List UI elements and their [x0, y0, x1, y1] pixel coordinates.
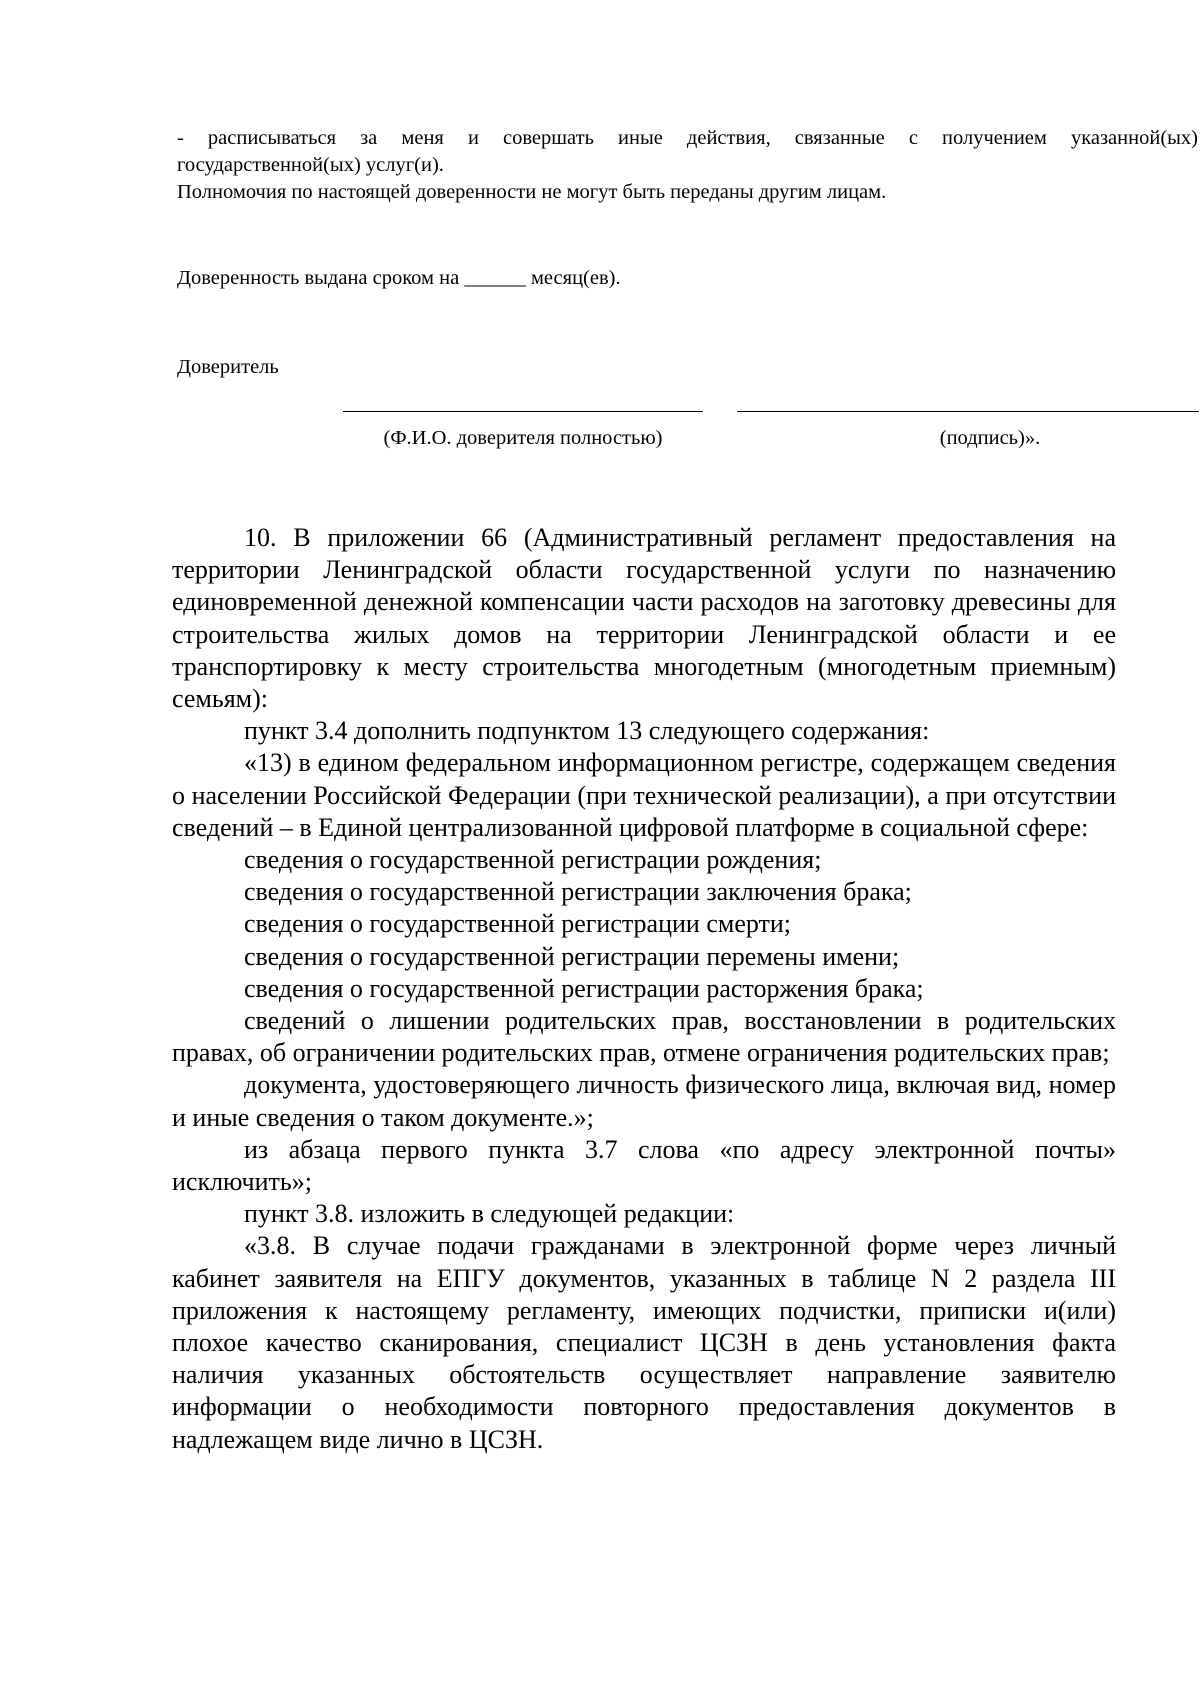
- list-item-identity-document: документа, удостоверяющего личность физического лица, включая вид, номер и иные сведения о таком документе.»;: [172, 1070, 1116, 1132]
- list-item-birth: сведения о государственной регистрации рождения;: [244, 845, 822, 875]
- term-unit: месяц(ев).: [530, 267, 621, 289]
- paragraph-10-intro: 10. В приложении 66 (Административный регламент предоставления на территории Ленинградской области государственной услуги по назначению единовременной денежной компенсации части расходов на заготовку древесины для строительства жилых домов на территории Ленинградской области и ее транспортировку к месту строительства многодетным (многодетным приемным) семьям):: [172, 523, 1116, 714]
- list-item-divorce: сведения о государственной регистрации расторжения брака;: [244, 973, 924, 1003]
- list-item-death: сведения о государственной регистрации смерти;: [244, 909, 792, 939]
- form-line-2: государственной(ых) услуг(и).: [177, 154, 444, 176]
- principal-label: Доверитель: [177, 356, 279, 378]
- list-item-name-change: сведения о государственной регистрации перемены имени;: [244, 941, 900, 971]
- amendment-body: [172, 522, 1116, 1456]
- caption-principal-name: (Ф.И.О. доверителя полностью): [383, 427, 663, 449]
- form-term-line: [177, 265, 621, 292]
- name-signature-line: [343, 411, 703, 412]
- paragraph-3-4-amend: пункт 3.4 дополнить подпунктом 13 следующего содержания:: [244, 716, 930, 746]
- term-blank: ______: [464, 267, 526, 289]
- paragraph-3-8-text: «3.8. В случае подачи гражданами в электронной форме через личный кабинет заявителя на ЕПГУ документов, указанных в таблице N 2 раздела III приложения к настоящему регламенту, имеющих подчистки, приписки и(или) плохое качество сканирования, специалист ЦСЗН в день установления факта наличия указанных обстоятельств осуществляет направление заявителю информации о необходимости повторного предоставления документов в надлежащем виде лично в ЦСЗН.: [172, 1231, 1116, 1454]
- form-line-3: Полномочия по настоящей доверенности не могут быть переданы другим лицам.: [177, 181, 887, 203]
- caption-signature: (подпись)».: [939, 427, 1041, 449]
- paragraph-subitem-13: «13) в едином федеральном информационном регистре, содержащем сведения о населении Российской Федерации (при технической реализации), а при отсутствии сведений – в Единой централизованной цифровой платформе в социальной сфере:: [172, 748, 1116, 842]
- form-line-1: - расписываться за меня и совершать иные действия, связанные с получением указанной(ых): [177, 127, 1198, 149]
- term-label: Доверенность выдана сроком на: [177, 267, 460, 289]
- list-item-marriage: сведения о государственной регистрации заключения брака;: [244, 877, 912, 907]
- signature-line: [737, 411, 1199, 412]
- paragraph-3-7-amend: из абзаца первого пункта 3.7 слова «по адресу электронной почты» исключить»;: [172, 1134, 1116, 1197]
- list-item-parental-rights: сведений о лишении родительских прав, восстановлении в родительских правах, об ограничении родительских прав, отмене ограничения родительских прав;: [172, 1006, 1116, 1068]
- form-authority-paragraph: [177, 125, 1198, 179]
- paragraph-3-8-amend: пункт 3.8. изложить в следующей редакции:: [244, 1199, 735, 1229]
